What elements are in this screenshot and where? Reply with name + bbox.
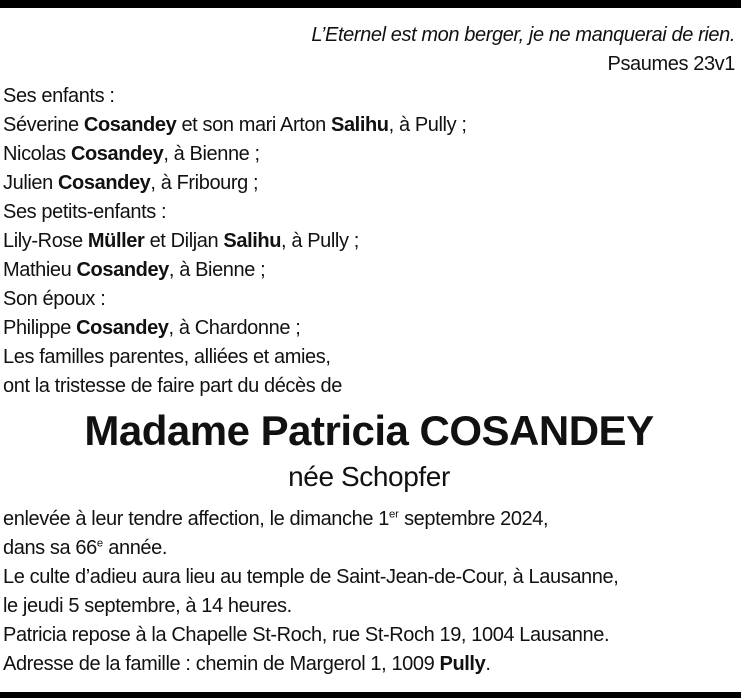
announcement-line: Les familles parentes, alliées et amies, (3, 346, 331, 368)
epigraph-quote: L’Eternel est mon berger, je ne manquerai de rien. (311, 24, 735, 46)
maiden-name: née Schopfer (288, 461, 450, 492)
epigraph-reference: Psaumes 23v1 (607, 53, 735, 75)
detail-line: enlevée à leur tendre affection, le dimanche 1er septembre 2024, (3, 508, 549, 530)
announcement-line: Ses petits-enfants : (3, 201, 167, 223)
detail-line: dans sa 66e année. (3, 537, 168, 559)
announcement-line: ont la tristesse de faire part du décès de (3, 375, 342, 397)
announcement-line: Lily-Rose Müller et Diljan Salihu, à Pully ; (3, 230, 359, 252)
family-announcement-lines (3, 82, 735, 401)
announcement-line: Mathieu Cosandey, à Bienne ; (3, 259, 266, 281)
notice-content (0, 8, 741, 692)
detail-line: le jeudi 5 septembre, à 14 heures. (3, 595, 292, 617)
bottom-border-bar (0, 692, 741, 698)
announcement-line: Séverine Cosandey et son mari Arton Salihu, à Pully ; (3, 114, 467, 136)
announcement-line: Julien Cosandey, à Fribourg ; (3, 172, 259, 194)
detail-line: Patricia repose à la Chapelle St-Roch, rue St-Roch 19, 1004 Lausanne. (3, 624, 610, 646)
detail-line: Adresse de la famille : chemin de Margerol 1, 1009 Pully. (3, 653, 491, 675)
funeral-detail-lines (3, 505, 735, 679)
deceased-name: Madame Patricia COSANDEY (84, 407, 654, 454)
announcement-line: Nicolas Cosandey, à Bienne ; (3, 143, 260, 165)
detail-line: Le culte d’adieu aura lieu au temple de Saint-Jean-de-Cour, à Lausanne, (3, 566, 619, 588)
top-border-bar (0, 0, 741, 8)
epigraph (3, 21, 735, 79)
announcement-line: Ses enfants : (3, 85, 115, 107)
announcement-line: Son époux : (3, 288, 106, 310)
announcement-line: Philippe Cosandey, à Chardonne ; (3, 317, 301, 339)
